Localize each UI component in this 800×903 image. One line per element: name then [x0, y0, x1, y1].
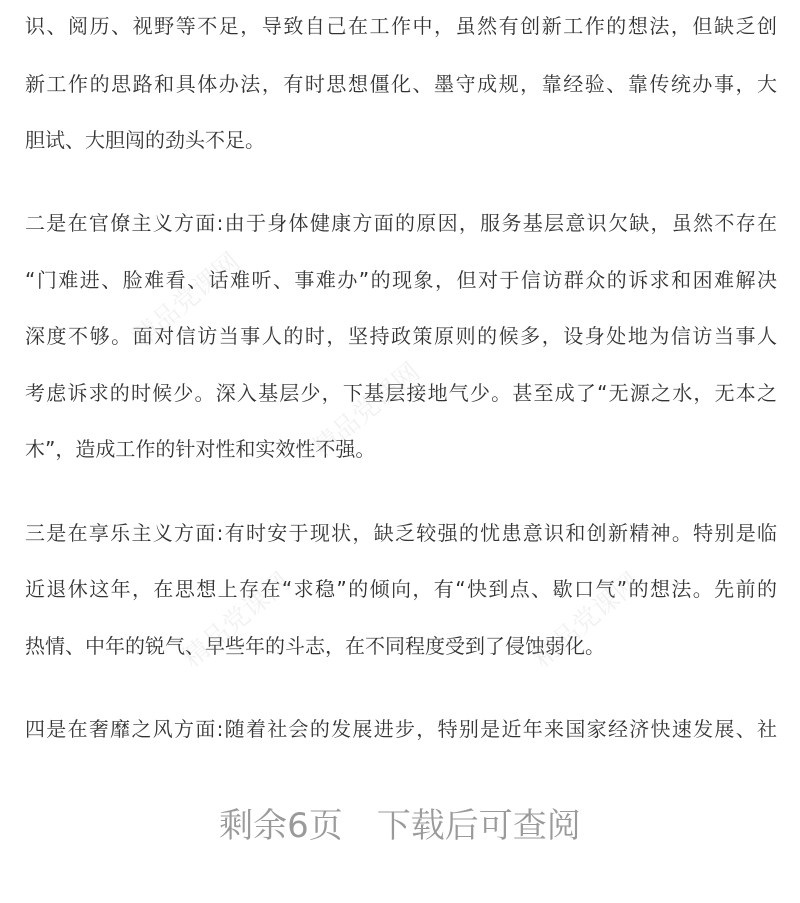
text-line: 三是在享乐主义方面:有时安于现状，缺乏较强的忧患意识和创新精神。特别是临 [25, 521, 777, 545]
text-line: “门难进、脸难看、话难听、事难办”的现象，但对于信访群众的诉求和困难解决 [25, 268, 777, 292]
text-line: 考虑诉求的时候少。深入基层少，下基层接地气少。甚至成了“无源之水，无本之 [25, 381, 777, 405]
watermark: 精品党课网 [127, 247, 247, 354]
text-line: 深度不够。面对信访当事人的时，坚持政策原则的候多，设身处地为信访当事人 [25, 324, 777, 348]
watermark: 精品党课网 [177, 567, 297, 674]
text-line: 热情、中年的锐气、早些年的斗志，在不同程度受到了侵蚀弱化。 [25, 634, 605, 658]
text-line: 胆试、大胆闯的劲头不足。 [25, 128, 265, 152]
text-line: 四是在奢靡之风方面:随着社会的发展进步，特别是近年来国家经济快速发展、社 [25, 717, 777, 741]
text-line: 二是在官僚主义方面:由于身体健康方面的原因，服务基层意识欠缺，虽然不存在 [25, 211, 777, 235]
watermark: 精品党课网 [527, 567, 647, 674]
text-line: 近退休这年，在思想上存在“求稳”的倾向，有“快到点、歇口气”的想法。先前的 [25, 577, 777, 601]
watermark: 精品党课网 [307, 357, 427, 464]
remaining-pages-prompt[interactable] [0, 804, 800, 848]
text-line: 识、阅历、视野等不足，导致自己在工作中，虽然有创新工作的想法，但缺乏创 [25, 14, 777, 38]
download-to-read-link[interactable]: 剩余6页 下载后可查阅 [219, 806, 581, 846]
text-line: 新工作的思路和具体办法，有时思想僵化、墨守成规，靠经验、靠传统办事，大 [25, 72, 777, 96]
text-line: 木”，造成工作的针对性和实效性不强。 [25, 437, 376, 461]
